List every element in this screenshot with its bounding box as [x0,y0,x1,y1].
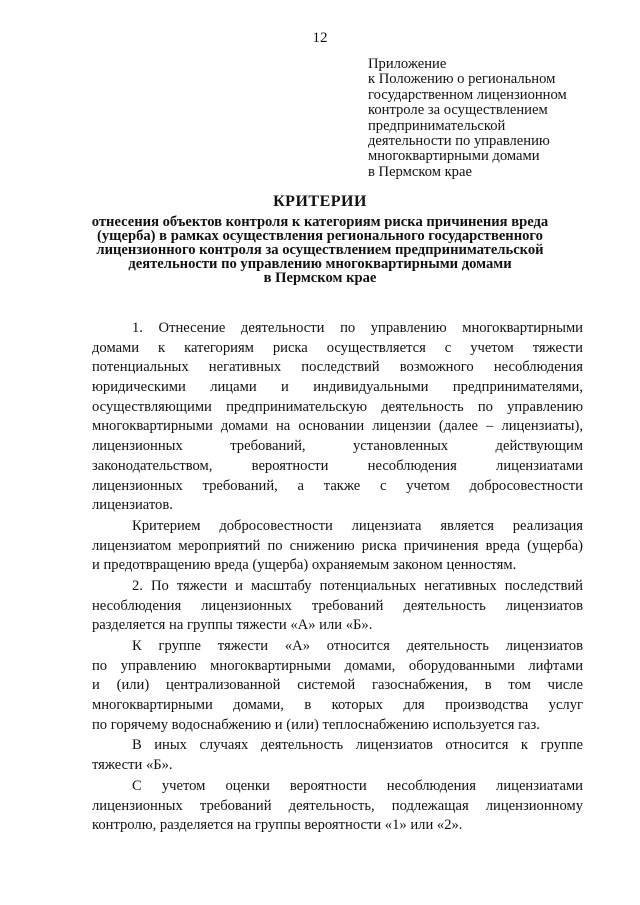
text-line: лицензионных требований, установленных действующим [92,438,583,455]
appendix-note [368,57,618,180]
text-line: многоквартирными домами, в которых для производства услуг [92,697,583,714]
text-line: В иных случаях деятельность лицензиатов относится к группе [132,737,583,754]
appendix-line: предпринимательской [368,117,506,134]
text-line: тяжести «Б». [92,757,173,774]
appendix-line: к Положению о региональном [368,71,556,88]
appendix-line: многоквартирными домами [368,148,540,165]
appendix-line: Приложение [368,56,447,72]
document-body [92,319,583,836]
subtitle-line: деятельности по управлению многоквартирными домами [128,256,512,272]
subtitle-line: в Пермском крае [263,270,377,286]
text-line: законодательством, вероятности несоблюдения лицензиатами [92,457,583,474]
appendix-line: в Пермском крае [368,163,472,180]
subtitle-line: отнесения объектов контроля к категориям риска причинения вреда [91,214,549,230]
text-line: по горячему водоснабжению и (или) теплоснабжению используется газ. [92,716,540,733]
document-subtitle [60,215,580,285]
text-line: С учетом оценки вероятности несоблюдения лицензиатами [132,777,583,794]
text-line: домами к категориям риска осуществляется с учетом тяжести [92,339,583,356]
document-title: КРИТЕРИИ [273,193,367,210]
paragraph-4 [92,637,583,735]
text-line: 1. Отнесение деятельности по управлению многоквартирными [132,320,583,336]
text-line: несоблюдения лицензионных требований деятельность лицензиатов [92,597,583,614]
subtitle-line: (ущерба) в рамках осуществления регионального государственного [97,228,543,244]
page-number: 12 [312,30,328,46]
paragraph-1 [92,319,583,516]
subtitle-line: лицензионного контроля за осуществлением предпринимательской [96,242,544,258]
appendix-line: контроле за осуществлением [368,102,548,119]
appendix-line: государственном лицензионном [368,86,567,103]
paragraph-5 [92,736,583,775]
text-line: К группе тяжести «А» относится деятельность лицензиатов [132,638,583,654]
text-line: юридическими лицами и индивидуальными предпринимателями, [92,379,583,396]
text-line: и (или) централизованной системой газоснабжения, в том числе [92,677,583,694]
paragraph-3 [92,577,583,636]
text-line: потенциальных негативных последствий возможного несоблюдения [92,359,583,376]
text-line: лицензиатом мероприятий по снижению риска причинения вреда (ущерба) [92,537,583,554]
paragraph-2 [92,517,583,576]
text-line: и предотвращению вреда (ущерба) охраняемым законом ценностям. [92,557,517,574]
text-line: лицензионных требований, а также с учетом добросовестности [92,477,583,494]
text-line: лицензиатов. [92,497,173,514]
text-line: 2. По тяжести и масштабу потенциальных негативных последствий [132,577,583,594]
text-line: осуществляющими предпринимательскую деятельность по управлению [92,398,583,415]
paragraph-6 [92,777,583,836]
text-line: контролю, разделяется на группы вероятности «1» или «2». [92,817,463,834]
text-line: разделяется на группы тяжести «А» или «Б». [92,617,373,634]
text-line: многоквартирными домами на основании лицензии (далее – лицензиаты), [92,418,583,435]
text-line: по управлению многоквартирными домами, оборудованными лифтами [92,657,583,674]
text-line: лицензионных требований деятельность, подлежащая лицензионному [92,797,583,814]
text-line: Критерием добросовестности лицензиата является реализация [132,517,583,534]
appendix-line: деятельности по управлению [368,133,550,150]
